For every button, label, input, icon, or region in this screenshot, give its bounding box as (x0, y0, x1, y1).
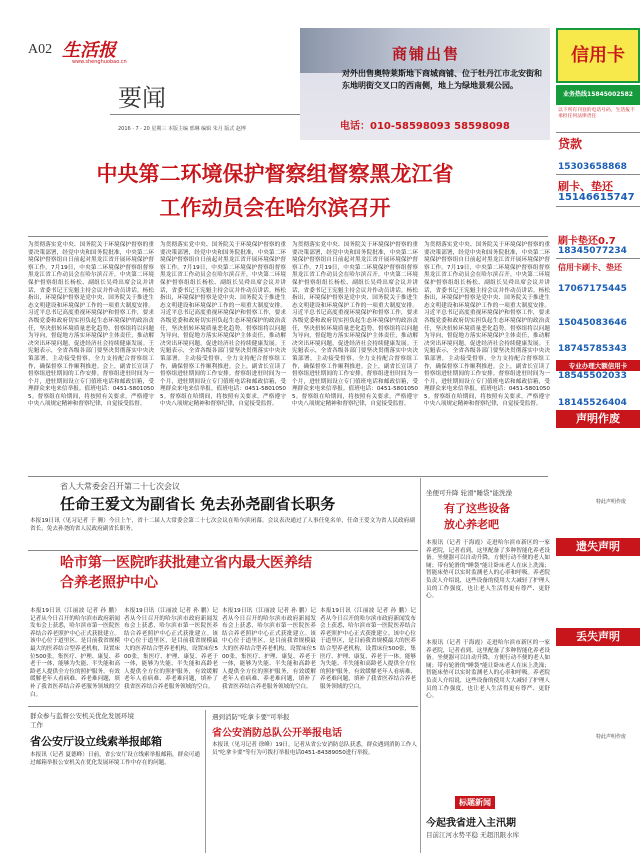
ad-phone: 电话：010-58598093 58598098 (340, 121, 510, 132)
lead-text-col4: 为贯彻落实党中央、国务院关于环境保护督察的重要决策部署，经党中央和国务院批准，中央第二环境保护督察组自日前起对黑龙江省开展环境保护督察工作。7月19日，中央第二环境保护督察组督察黑龙江省工作动员会在哈尔滨召开，中央第二环境保护督察组组长杨松、副组长吴舜出席会议并讲话，省委书记王宪魁主持会议并作动员讲话。杨松指出，环境保护督察是党中央、国务院关于推进生态文明建设和环境保护工作的一项重大制度安排。习近平总书记高度重视环境保护和督察工作，要求各级党委和政府切实担负起生态环境保护的政治责任，坚决扭转环境质量恶化趋势。督察组将以问题为导向，督促地方落实环境保护主体责任，推动解决突出环境问题，促进经济社会持续健康发展。王宪魁表示，全省各级各部门要坚决贯彻落实中央决策部署，主动接受督察，全力支持配合督察组工作，确保督察工作顺利推进。会上，副省长宣读了督察组进驻期间的工作安排。督察组进驻时间为一个月，进驻期间设立专门值班电话和邮政信箱，受理群众来电来信举报。值班电话：0451-58010505。督察组在哈期间，将按照有关要求，严格遵守中央八项规定精神和督察纪律，自觉接受监督。 (424, 242, 550, 408)
card-phone-4: 15045083646 (558, 318, 627, 328)
story2-text: 本报19日讯（见习记者 于 腾）今日上午，省十二届人大常委会第二十七次会议在哈尔滨闭幕。会议表决通过了人事任免名单，任命王爱文为省人民政府副省长，免去孙尧的省人民政府副省长职务。 (30, 518, 415, 532)
ad-body: 对外出售奥特莱斯地下商城商铺、位于牡丹江市北安街和东地明街交叉口的西南侧，地上为绿地景观公园。 (342, 69, 542, 90)
story4-headline: 有了这些设备放心养老吧 (444, 502, 510, 531)
story7-headline: 今起我省进入主汛期 (426, 818, 516, 829)
paper-logo: 生活报 (62, 40, 116, 61)
biz-label: 专业办理大额信用卡 (556, 360, 640, 371)
story5-text: 本报讯（记者 夏德峰）日前，省公安厅设立线索举报邮箱，群众可通过邮箱举报公安机关在优化发展环境工作中存在的问题。 (30, 752, 200, 766)
biz-phone: 18545502033 (558, 371, 627, 381)
notice-title-2: 遗失声明 (556, 538, 640, 556)
shop-sale-ad (300, 28, 550, 140)
story3-text-col1: 本报19日讯（江丽波 记者 孙 鹏）记者从今日召开的哈尔滨市政府新闻发布会上获悉，哈尔滨市第一医院医养结合养老照护中心正式获批建立。该中心位于道里区，是目前我省规模最大的医养结合型养老机构，设置床位500张，集医疗、护理、康复、养老于一体，能够为失能、半失能和高龄老人提供全方位的照护服务，有效缓解老年人看病难、养老难问题，填补了我省医养结合养老服务领域的空白。 (30, 608, 120, 698)
card-phone-5: 18745785343 (558, 344, 627, 354)
story2-kicker: 省人大常委会召开第二十七次会议 (60, 482, 180, 491)
section-name: 要闻 (118, 84, 166, 112)
service-line: 业务热线15845002582 (556, 85, 640, 105)
story6-kicker: 遇到消防"吃拿卡要"可举报 (212, 713, 290, 721)
story3-text-col4: 本报19日讯（江丽波 记者 孙 鹏）记者从今日召开的哈尔滨市政府新闻发布会上获悉，哈尔滨市第一医院医养结合养老照护中心正式获批建立。该中心位于道里区，是目前我省规模最大的医养结合型养老机构，设置床位500张，集医疗、护理、康复、养老于一体，能够为失能、半失能和高龄老人提供全方位的照护服务，有效缓解老年人看病难、养老难问题，填补了我省医养结合养老服务领域的空白。 (320, 608, 416, 690)
credit-card-title: 信用卡 (556, 28, 640, 83)
card-label-1: 刷卡、垫还 (558, 180, 613, 193)
bottom-phone: 18145526404 (558, 398, 627, 408)
story7-sub: 目前江河水势平稳 无超汛限水库 (426, 831, 520, 839)
site-url: www.shenghuobao.cn (72, 59, 127, 65)
lead-headline: 中央第二环境保护督察组督察黑龙江省工作动员会在哈尔滨召开 (96, 162, 454, 220)
story4-kicker: 坐便可升降 轮滑"睡袋"能洗澡 (426, 489, 513, 497)
card-phone-3: 17067175445 (558, 284, 627, 294)
lead-text-col3: 为贯彻落实党中央、国务院关于环境保护督察的重要决策部署，经党中央和国务院批准，中央第二环境保护督察组自日前起对黑龙江省开展环境保护督察工作。7月19日，中央第二环境保护督察组督察黑龙江省工作动员会在哈尔滨召开，中央第二环境保护督察组组长杨松、副组长吴舜出席会议并讲话，省委书记王宪魁主持会议并作动员讲话。杨松指出，环境保护督察是党中央、国务院关于推进生态文明建设和环境保护工作的一项重大制度安排。习近平总书记高度重视环境保护和督察工作，要求各级党委和政府切实担负起生态环境保护的政治责任，坚决扭转环境质量恶化趋势。督察组将以问题为导向，督促地方落实环境保护主体责任，推动解决突出环境问题，促进经济社会持续健康发展。王宪魁表示，全省各级各部门要坚决贯彻落实中央决策部署，主动接受督察，全力支持配合督察组工作，确保督察工作顺利推进。会上，副省长宣读了督察组进驻期间的工作安排。督察组进驻时间为一个月，进驻期间设立专门值班电话和邮政信箱，受理群众来电来信举报。值班电话：0451-58010505。督察组在哈期间，将按照有关要求，严格遵守中央八项规定精神和督察纪律，自觉接受监督。 (292, 242, 418, 408)
ad-title: 商铺出售 (392, 45, 461, 63)
classified-ads (556, 28, 640, 855)
notice-line-2: 特此声明作废 (596, 734, 627, 740)
loan-label: 贷款 (558, 137, 583, 151)
notice-line-1: 特此声明作废 (596, 499, 627, 505)
lead-text-col1: 为贯彻落实党中央、国务院关于环境保护督察的重要决策部署，经党中央和国务院批准，中央第二环境保护督察组自日前起对黑龙江省开展环境保护督察工作。7月19日，中央第二环境保护督察组督察黑龙江省工作动员会在哈尔滨召开，中央第二环境保护督察组组长杨松、副组长吴舜出席会议并讲话，省委书记王宪魁主持会议并作动员讲话。杨松指出，环境保护督察是党中央、国务院关于推进生态文明建设和环境保护工作的一项重大制度安排。习近平总书记高度重视环境保护和督察工作，要求各级党委和政府切实担负起生态环境保护的政治责任，坚决扭转环境质量恶化趋势。督察组将以问题为导向，督促地方落实环境保护主体责任，推动解决突出环境问题，促进经济社会持续健康发展。王宪魁表示，全省各级各部门要坚决贯彻落实中央决策部署，主动接受督察，全力支持配合督察组工作，确保督察工作顺利推进。会上，副省长宣读了督察组进驻期间的工作安排。督察组进驻时间为一个月，进驻期间设立专门值班电话和邮政信箱，受理群众来电来信举报。值班电话：0451-58010505。督察组在哈期间，将按照有关要求，严格遵守中央八项规定精神和督察纪律，自觉接受监督。 (28, 242, 154, 408)
date-line: 2016 · 7 · 20 星期三 本版主编 邢琳 编辑 朱月 版式 赵博 (118, 126, 246, 132)
page-header (0, 28, 300, 138)
story5-kicker: 群众参与监督公安机关优化发展环境工作 (30, 712, 134, 729)
loan-phone: 15303658868 (558, 162, 627, 172)
ads-notice: 以下所有刊登的电话号码，生活报不承担任何法律责任 (558, 108, 635, 119)
story4-text-b: 本报讯（记者 于海霞）走进哈尔滨市新区的一家养老院，记者看到，这里配备了多种智能化养老设备。坐便器可以自动升降，方便行动不便的老人如厕；带有轮滑的"睡袋"能让卧床老人在床上洗澡；智能床垫可以实时监测老人的心率和呼吸。养老院负责人介绍说，这些设备的使用大大减轻了护理人员的工作强度，也让老人生活得更有尊严、更舒心。 (426, 640, 550, 700)
lead-text-col2: 为贯彻落实党中央、国务院关于环境保护督察的重要决策部署，经党中央和国务院批准，中央第二环境保护督察组自日前起对黑龙江省开展环境保护督察工作。7月19日，中央第二环境保护督察组督察黑龙江省工作动员会在哈尔滨召开，中央第二环境保护督察组组长杨松、副组长吴舜出席会议并讲话，省委书记王宪魁主持会议并作动员讲话。杨松指出，环境保护督察是党中央、国务院关于推进生态文明建设和环境保护工作的一项重大制度安排。习近平总书记高度重视环境保护和督察工作，要求各级党委和政府切实担负起生态环境保护的政治责任，坚决扭转环境质量恶化趋势。督察组将以问题为导向，督促地方落实环境保护主体责任，推动解决突出环境问题，促进经济社会持续健康发展。王宪魁表示，全省各级各部门要坚决贯彻落实中央决策部署，主动接受督察，全力支持配合督察组工作，确保督察工作顺利推进。会上，副省长宣读了督察组进驻期间的工作安排。督察组进驻时间为一个月，进驻期间设立专门值班电话和邮政信箱，受理群众来电来信举报。值班电话：0451-58010505。督察组在哈期间，将按照有关要求，严格遵守中央八项规定精神和督察纪律，自觉接受监督。 (160, 242, 286, 408)
card-label-2: 刷卡垫还0.7 (558, 236, 616, 247)
card-phone-2: 18345077234 (558, 246, 627, 256)
story3-text-col2: 本报19日讯（江丽波 记者 孙 鹏）记者从今日召开的哈尔滨市政府新闻发布会上获悉，哈尔滨市第一医院医养结合养老照护中心正式获批建立。该中心位于道里区，是目前我省规模最大的医养结合型养老机构，设置床位500张，集医疗、护理、康复、养老于一体，能够为失能、半失能和高龄老人提供全方位的照护服务，有效缓解老年人看病难、养老难问题，填补了我省医养结合养老服务领域的空白。 (124, 608, 218, 690)
story3-text-col3: 本报19日讯（江丽波 记者 孙 鹏）记者从今日召开的哈尔滨市政府新闻发布会上获悉，哈尔滨市第一医院医养结合养老照护中心正式获批建立。该中心位于道里区，是目前我省规模最大的医养结合型养老机构，设置床位500张，集医疗、护理、康复、养老于一体，能够为失能、半失能和高龄老人提供全方位的照护服务，有效缓解老年人看病难、养老难问题，填补了我省医养结合养老服务领域的空白。 (222, 608, 316, 690)
notice-title-1: 声明作废 (556, 410, 640, 428)
story2-headline: 任命王爱文为副省长 免去孙尧副省长职务 (60, 495, 336, 513)
card-label-3: 信用卡刷卡、垫还 (558, 263, 622, 272)
story3-headline: 哈市第一医院昨获批建立省内最大医养结合养老照护中心 (60, 555, 312, 591)
page-code: A02 (28, 42, 53, 57)
story7-kicker: 标题新闻 (455, 796, 495, 809)
card-phone-1: 15146615747 (558, 192, 635, 203)
story6-text: 本报讯（见习记者 徐峰）19日，记者从省公安消防总队获悉，群众遇到消防工作人员"吃拿卡要"等行为可拨打举报电话0451-84389050进行举报。 (212, 742, 417, 756)
story5-headline: 省公安厅设立线索举报邮箱 (30, 735, 162, 748)
notice-title-3: 丢失声明 (556, 628, 640, 646)
story6-headline: 省公安消防总队公开举报电话 (212, 728, 342, 739)
story4-text-a: 本报讯（记者 于海霞）走进哈尔滨市新区的一家养老院，记者看到，这里配备了多种智能化养老设备。坐便器可以自动升降，方便行动不便的老人如厕；带有轮滑的"睡袋"能让卧床老人在床上洗澡；智能床垫可以实时监测老人的心率和呼吸。养老院负责人介绍说，这些设备的使用大大减轻了护理人员的工作强度，也让老人生活得更有尊严、更舒心。 (426, 540, 550, 600)
story7-tag (455, 790, 495, 809)
